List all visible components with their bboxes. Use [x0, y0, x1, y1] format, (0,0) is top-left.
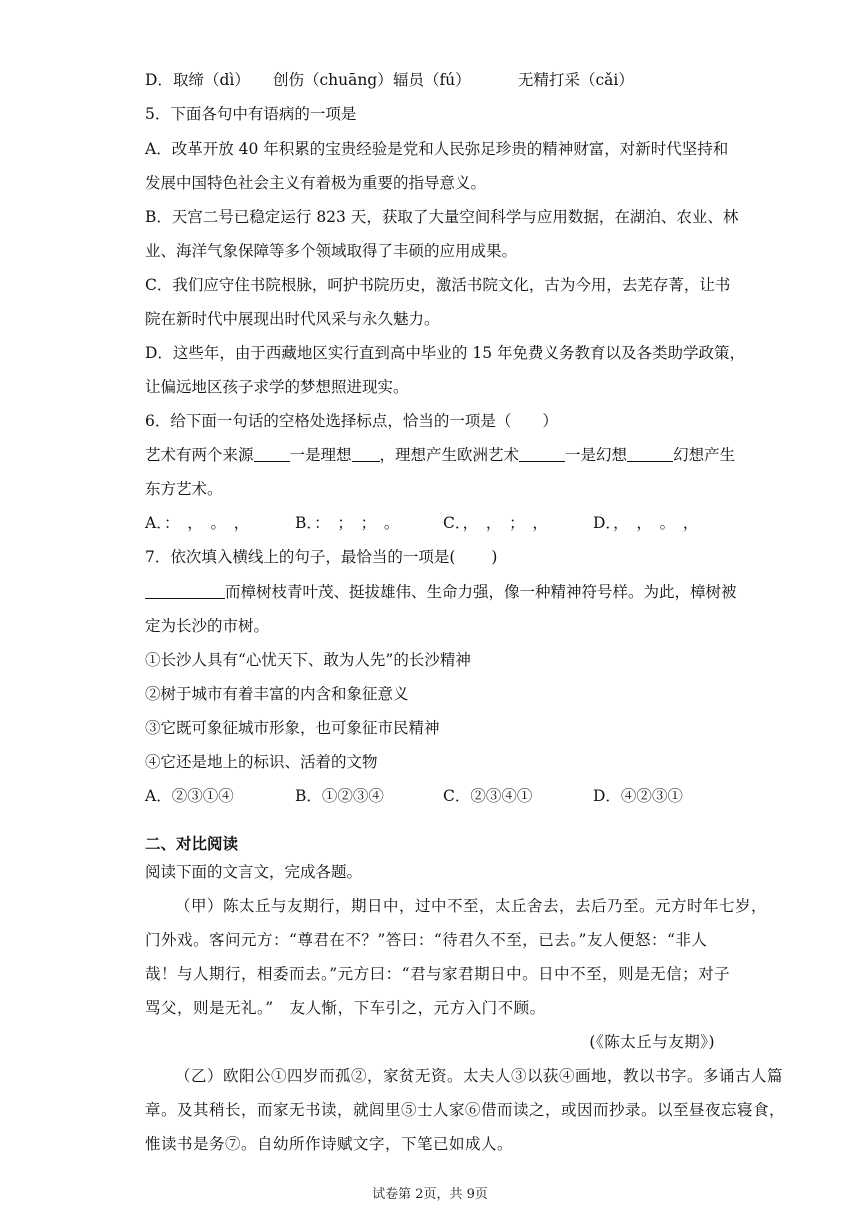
q7-option-b: B．①②③④ [295, 787, 384, 805]
q7-text-line-2: 定为长沙的市树。 [145, 617, 270, 635]
q7-sentence-3: ③它既可象征城市形象，也可象征市民精神 [145, 719, 440, 737]
q7-option-d: D．④②③① [593, 787, 683, 805]
q7-option-c: C．②③④① [443, 787, 533, 805]
q6-option-d: D．， ， 。 ， [593, 514, 699, 532]
passage-jia-source: (《陈太丘与友期》) [589, 1033, 715, 1051]
passage-yi-line-3: 惟读书是务⑦。自幼所作诗赋文字，下笔已如成人。 [145, 1135, 514, 1153]
q5-option-b-line-2: 业、海洋气象保障等多个领域取得了丰硕的应用成果。 [145, 242, 518, 260]
passage-jia-line-2: 门外戏。客问元方：“尊君在不？”答曰：“待君久不至，已去。”友人便怒：“非人 [145, 931, 708, 949]
q5-option-c-line-1: C．我们应守住书院根脉，呵护书院历史，激活书院文化，古为今用，去芜存菁，让书 [145, 276, 731, 294]
q6-option-b: B．： ； ； 。 [295, 514, 400, 532]
q6-text-1: 艺术有两个来源 [145, 446, 254, 464]
q4-option-d-item-1: 取缔（dì） [172, 71, 250, 89]
passage-yi-line-1: （乙）欧阳公①四岁而孤②，家贫无资。太夫人③以荻④画地，教以书字。多诵古人篇 [175, 1067, 784, 1085]
page-footer: 试卷第 2页，共 9页 [372, 1187, 488, 1202]
passage-jia-line-4: 骂父，则是无礼。” 友人惭，下车引之，元方入门不顾。 [145, 999, 546, 1017]
q5-option-a-line-2: 发展中国特色社会主义有着极为重要的指导意义。 [145, 174, 487, 192]
q6-text-4: 一是幻想 [565, 446, 628, 464]
q5-option-d-line-1: D．这些年，由于西藏地区实行直到高中毕业的 15 年免费义务教育以及各类助学政策， [145, 344, 746, 362]
q7-stem: 7．依次填入横线上的句子，最恰当的一项是( ) [145, 548, 498, 566]
q5-stem: 5．下面各句中有语病的一项是 [145, 105, 357, 123]
passage-jia-line-3: 哉！与人期行，相委而去。”元方曰：“君与家君期日中。日中不至，则是无信；对子 [145, 965, 731, 983]
q6-text-3: ，理想产生欧洲艺术 [379, 446, 520, 464]
section-2-intro: 阅读下面的文言文，完成各题。 [145, 863, 363, 881]
q7-option-a: A．②③①④ [145, 787, 234, 805]
q6-blank-1 [254, 447, 290, 462]
q6-sentence-line-1 [145, 445, 736, 465]
q7-text-line-1 [145, 582, 737, 602]
section-2-heading: 二、对比阅读 [145, 835, 239, 853]
q6-option-c: C．， ， ； ， [443, 514, 548, 532]
q6-option-a: A．： ， 。 ， [145, 514, 250, 532]
q6-text-5: 幻想产生 [673, 446, 736, 464]
q4-option-d-item-4: 无精打采（cǎi） [517, 71, 634, 89]
q4-option-d-item-2: 创伤（chuāng） [272, 71, 393, 89]
q6-blank-3 [519, 447, 565, 462]
q4-option-d-item-3: 辐员（fú） [392, 71, 471, 89]
q6-sentence-line-2: 东方艺术。 [145, 480, 223, 498]
q5-option-c-line-2: 院在新时代中展现出时代风采与永久魅力。 [145, 310, 440, 328]
q7-options [145, 786, 725, 806]
passage-yi-line-2: 章。及其稍长，而家无书读，就闾里⑤士人家⑥借而读之，或因而抄录。以至昼夜忘寝食， [145, 1101, 786, 1119]
q5-option-b-line-1: B．天宫二号已稳定运行 823 天，获取了大量空间科学与应用数据，在湖泊、农业、林 [145, 208, 739, 226]
passage-jia-line-1: （甲）陈太丘与友期行，期日中，过中不至，太丘舍去，去后乃至。元方时年七岁， [175, 897, 768, 915]
q7-blank [145, 584, 225, 599]
q6-options [145, 513, 725, 533]
q7-sentence-4: ④它还是地上的标识、活着的文物 [145, 753, 378, 771]
q6-blank-4 [627, 447, 673, 462]
q4-option-d-label: D． [145, 71, 173, 89]
q7-sentence-2: ②树于城市有着丰富的内含和象征意义 [145, 685, 409, 703]
q5-option-d-line-2: 让偏远地区孩子求学的梦想照进现实。 [145, 378, 409, 396]
q4-option-d [145, 70, 725, 90]
q6-blank-2 [352, 447, 380, 462]
q7-sentence-1: ①长沙人具有“心忧天下、敢为人先”的长沙精神 [145, 651, 471, 669]
q6-stem: 6．给下面一句话的空格处选择标点，恰当的一项是（ ） [145, 412, 558, 430]
q7-text-1: 而樟树枝青叶茂、挺拔雄伟、生命力强，像一种精神符号样。为此，樟树被 [225, 583, 737, 601]
q5-option-a-line-1: A．改革开放 40 年积累的宝贵经验是党和人民弥足珍贵的精神财富，对新时代坚持和 [145, 140, 729, 158]
q6-text-2: 一是理想 [289, 446, 352, 464]
